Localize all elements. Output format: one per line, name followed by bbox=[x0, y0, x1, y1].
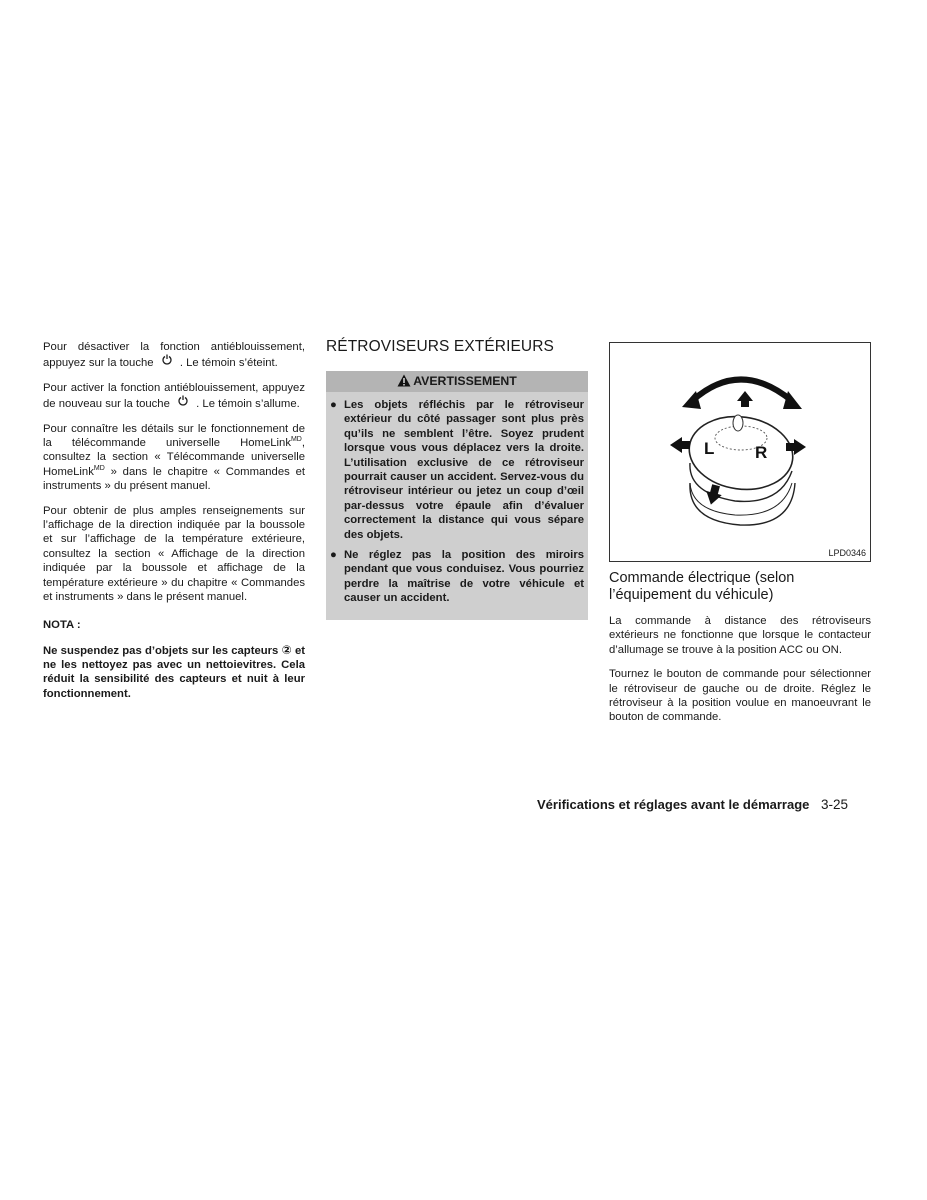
circled-number: ② bbox=[281, 642, 292, 657]
superscript: MD bbox=[93, 464, 105, 472]
paragraph-disable-antiglare bbox=[43, 340, 305, 371]
page-footer bbox=[537, 797, 848, 812]
figure-label-left: L bbox=[704, 439, 715, 458]
text: Ne suspendez pas d’objets sur les capteurs bbox=[43, 644, 279, 657]
bullet: ● bbox=[330, 549, 337, 562]
warning-item bbox=[330, 398, 584, 542]
warning-box bbox=[326, 371, 588, 620]
power-icon bbox=[157, 354, 177, 370]
section-title: RÉTROVISEURS EXTÉRIEURS bbox=[326, 338, 554, 355]
warning-item-text: Ne réglez pas la position des miroirs pendant que vous conduisez. Vous pourriez perdre la maîtrise de votre véhicule et causer un accident. bbox=[344, 549, 584, 605]
text: Pour désactiver la fonction antiéblouissement, appuyez sur la touche bbox=[43, 341, 305, 370]
paragraph-remote-control: La commande à distance des rétroviseurs extérieurs ne fonctionne que lorsque le contacteur d’allumage se trouve à la position ACC ou ON. bbox=[609, 615, 871, 656]
chapter-title: Vérifications et réglages avant le démarrage bbox=[537, 797, 810, 812]
superscript: MD bbox=[290, 436, 302, 444]
text: » dans le chapitre « Commandes et instruments » du présent manuel. bbox=[43, 465, 305, 493]
text: . Le témoin s’allume. bbox=[196, 398, 300, 411]
left-column bbox=[43, 340, 305, 711]
text: et ne les nettoyez pas avec un nettoievitres. Cela réduit la sensibilité des capteurs et nuit à leur fonctionnement. bbox=[43, 644, 306, 700]
figure-code: LPD0346 bbox=[828, 548, 866, 558]
warning-item-text: Les objets réfléchis par le rétroviseur extérieur du côté passager sont plus près qu’ils ne semblent l’être. Soyez prudent lorsque vous vous déplacez vers la droite. L’utilisation exclusive de ce rétroviseur pourrait causer un accident. Servez-vous du rétroviseur intérieur ou jetez un coup d’œil par-dessus votre épaule afin d’évaluer correctement la distance qui vous sépare des objets. bbox=[344, 399, 584, 541]
nota-title: NOTA : bbox=[43, 618, 81, 631]
warning-header bbox=[326, 371, 588, 392]
bullet: ● bbox=[330, 399, 337, 411]
warning-list bbox=[326, 398, 588, 606]
page-number: 3-25 bbox=[821, 797, 849, 812]
paragraph-enable-antiglare bbox=[43, 381, 305, 412]
paragraph-compass: Pour obtenir de plus amples renseignements sur l’affichage de la direction indiquée par la boussole et sur l’affichage de la température extérieure, consultez la section « Affichage de la direction indiquée par la boussole et affichage de la température extérieure » du chapitre « Commandes et instruments » dans le présent manuel. bbox=[43, 504, 305, 604]
paragraph-homelink bbox=[43, 422, 305, 494]
text: Pour connaître les détails sur le fonctionnement de la télécommande universelle HomeLink bbox=[43, 422, 305, 450]
figure-label-right: R bbox=[755, 443, 768, 462]
mirror-control-knob-illustration bbox=[610, 343, 870, 561]
text: . Le témoin s’éteint. bbox=[179, 357, 278, 370]
subsection-title: Commande électrique (selon l’équipement du véhicule) bbox=[609, 570, 795, 603]
warning-item bbox=[330, 548, 584, 606]
mirror-control-figure bbox=[609, 342, 871, 562]
power-icon bbox=[173, 395, 193, 411]
paragraph-knob-usage: Tournez le bouton de commande pour sélectionner le rétroviseur de gauche ou de droite. Réglez le rétroviseur à la position voulue en manoeuvrant le bouton de commande. bbox=[609, 668, 871, 724]
text: , consultez la section « Télécommande universelle HomeLink bbox=[43, 437, 305, 478]
middle-column bbox=[326, 338, 588, 620]
warning-triangle-icon bbox=[397, 374, 411, 391]
warning-title: AVERTISSEMENT bbox=[413, 374, 517, 388]
text: Pour activer la fonction antiéblouissement, appuyez de nouveau sur la touche bbox=[43, 381, 305, 411]
right-column bbox=[609, 340, 871, 735]
nota-text bbox=[43, 643, 305, 702]
